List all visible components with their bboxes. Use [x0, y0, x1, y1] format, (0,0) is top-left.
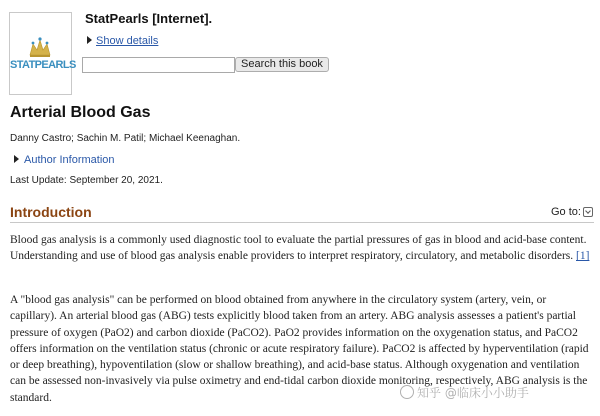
author-info-toggle[interactable]: [14, 154, 115, 166]
watermark-icon: [400, 385, 414, 399]
author-info-link[interactable]: Author Information: [24, 154, 115, 166]
paragraph-1-text: Blood gas analysis is a commonly used diagnostic tool to evaluate the partial pressures of gas in blood and acid-base content. Understanding and use of blood gas analysis enable providers to interpret respiratory, circulatory, and metabolic disorders.: [10, 234, 587, 263]
book-cover-logo[interactable]: [9, 12, 76, 95]
show-details-link[interactable]: Show details: [96, 35, 159, 47]
chevron-down-icon[interactable]: [583, 207, 593, 217]
book-title: StatPearls [Internet].: [85, 11, 213, 26]
watermark-text: 知乎 @临床小小助手: [417, 386, 529, 400]
intro-paragraph-1: [10, 232, 594, 265]
intro-paragraph-2: A "blood gas analysis" can be performed on blood obtained from anywhere in the circulatory system (artery, vein, or capillary). An arterial blood gas (ABG) tests explicitly blood taken from an artery. ABG analysis assesses a patient's partial pressure of oxygen (PaO2) and carbon dioxide (PaCO2). PaO2 provides information on the oxygenation status, and PaCO2 offers information on the ventilation status (chronic or acute respiratory failure). PaCO2 is affected by hyperventilation (rapid or deep breathing), hypoventilation (slow or shallow breathing), and acid-base status. Although oxygenation and ventilation can be assessed non-invasively via pulse oximetry and end-tidal carbon dioxide monitoring, respectively, ABG analysis is the standard.: [10, 294, 589, 404]
triangle-right-icon: [14, 155, 19, 163]
logo-text: STATPEARLS: [10, 59, 76, 71]
citation-link[interactable]: [1]: [576, 250, 590, 263]
section-heading: Introduction: [10, 204, 92, 220]
show-details-toggle[interactable]: [87, 35, 158, 47]
page-title: Arterial Blood Gas: [10, 104, 151, 121]
watermark: [400, 384, 529, 401]
last-update: Last Update: September 20, 2021.: [10, 175, 163, 186]
goto-label: Go to:: [551, 206, 581, 218]
triangle-right-icon: [87, 36, 92, 44]
goto-menu[interactable]: [551, 206, 593, 218]
crown-icon: [10, 13, 76, 94]
search-button[interactable]: Search this book: [235, 57, 329, 72]
section-divider: [10, 222, 594, 223]
search-input[interactable]: [82, 57, 235, 73]
authors: Danny Castro; Sachin M. Patil; Michael Keenaghan.: [10, 133, 241, 144]
